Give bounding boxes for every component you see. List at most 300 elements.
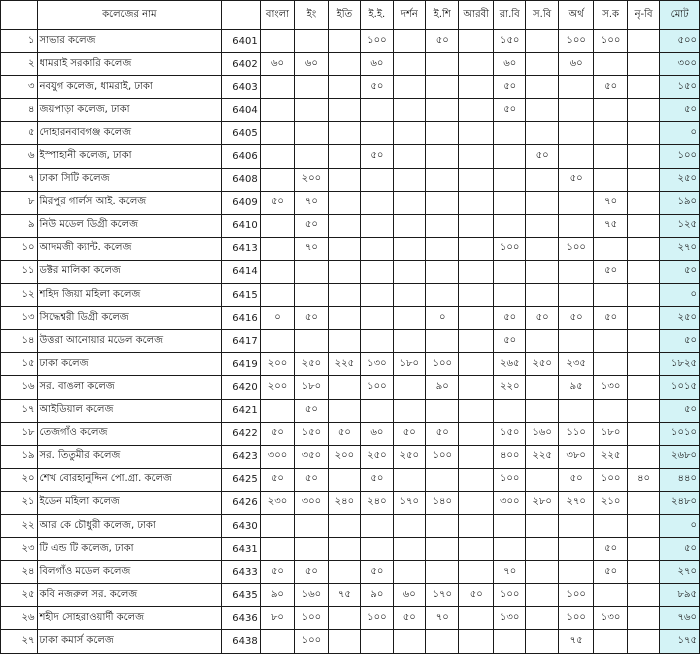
seat-value-cell[interactable] bbox=[426, 468, 459, 491]
seat-value-cell[interactable]: ৬০ bbox=[558, 53, 594, 76]
seat-value-cell[interactable]: ১০০ bbox=[295, 630, 328, 653]
seat-value-cell[interactable]: ৫০ bbox=[260, 191, 294, 214]
seat-value-cell[interactable] bbox=[459, 468, 493, 491]
seat-value-cell[interactable] bbox=[526, 214, 558, 237]
seat-value-cell[interactable]: ৫০ bbox=[526, 145, 558, 168]
seat-value-cell[interactable] bbox=[426, 145, 459, 168]
seat-value-cell[interactable] bbox=[260, 168, 294, 191]
seat-value-cell[interactable]: ১৮০ bbox=[594, 422, 627, 445]
seat-value-cell[interactable] bbox=[459, 353, 493, 376]
seat-value-cell[interactable] bbox=[493, 168, 525, 191]
college-name-cell[interactable]: টি এন্ড টি কলেজ, ঢাকা bbox=[37, 538, 222, 561]
seat-value-cell[interactable] bbox=[594, 237, 627, 260]
seat-value-cell[interactable] bbox=[459, 399, 493, 422]
serial-cell[interactable]: ৭ bbox=[1, 168, 38, 191]
seat-value-cell[interactable] bbox=[459, 122, 493, 145]
seat-value-cell[interactable] bbox=[426, 168, 459, 191]
seat-value-cell[interactable]: ১০০ bbox=[493, 584, 525, 607]
seat-value-cell[interactable] bbox=[295, 145, 328, 168]
serial-cell[interactable]: ৪ bbox=[1, 99, 38, 122]
seat-value-cell[interactable]: ৫০ bbox=[594, 307, 627, 330]
seat-value-cell[interactable] bbox=[459, 237, 493, 260]
seat-value-cell[interactable]: ১৫০ bbox=[493, 422, 525, 445]
seat-value-cell[interactable] bbox=[361, 122, 393, 145]
seat-value-cell[interactable] bbox=[594, 353, 627, 376]
college-name-cell[interactable]: নিউ মডেল ডিগ্রী কলেজ bbox=[37, 214, 222, 237]
college-name-cell[interactable]: শেখ বোরহানুদ্দিন পো.গ্রা. কলেজ bbox=[37, 468, 222, 491]
seat-value-cell[interactable]: ৫০ bbox=[361, 76, 393, 99]
seat-value-cell[interactable] bbox=[558, 284, 594, 307]
seat-value-cell[interactable]: ০ bbox=[426, 307, 459, 330]
seat-value-cell[interactable]: ৩৫০ bbox=[295, 445, 328, 468]
seat-value-cell[interactable]: ১৩০ bbox=[493, 607, 525, 630]
seat-value-cell[interactable] bbox=[526, 538, 558, 561]
seat-value-cell[interactable] bbox=[328, 191, 360, 214]
seat-value-cell[interactable]: ২৫০ bbox=[393, 445, 425, 468]
seat-value-cell[interactable]: ৫০ bbox=[393, 422, 425, 445]
seat-value-cell[interactable] bbox=[627, 422, 659, 445]
seat-value-cell[interactable] bbox=[260, 330, 294, 353]
seat-value-cell[interactable] bbox=[526, 191, 558, 214]
seat-value-cell[interactable] bbox=[526, 607, 558, 630]
seat-value-cell[interactable] bbox=[526, 468, 558, 491]
seat-value-cell[interactable] bbox=[295, 538, 328, 561]
seat-value-cell[interactable]: ৫০ bbox=[361, 468, 393, 491]
seat-value-cell[interactable] bbox=[260, 399, 294, 422]
seat-value-cell[interactable] bbox=[627, 330, 659, 353]
seat-value-cell[interactable]: ৭৫ bbox=[328, 584, 360, 607]
seat-value-cell[interactable]: ৫০ bbox=[594, 260, 627, 283]
seat-value-cell[interactable] bbox=[328, 561, 360, 584]
seat-value-cell[interactable]: ১০০ bbox=[558, 607, 594, 630]
seat-value-cell[interactable] bbox=[526, 53, 558, 76]
seat-value-cell[interactable] bbox=[328, 468, 360, 491]
total-cell[interactable]: ১৫০ bbox=[660, 76, 700, 99]
seat-value-cell[interactable] bbox=[393, 468, 425, 491]
seat-value-cell[interactable]: ৫০ bbox=[295, 307, 328, 330]
college-code-cell[interactable]: 6402 bbox=[222, 53, 261, 76]
seat-value-cell[interactable]: ৮০ bbox=[260, 607, 294, 630]
seat-value-cell[interactable] bbox=[594, 399, 627, 422]
serial-cell[interactable]: ১৫ bbox=[1, 353, 38, 376]
college-name-cell[interactable]: আর কে চৌধুরী কলেজ, ঢাকা bbox=[37, 514, 222, 537]
seat-value-cell[interactable] bbox=[459, 307, 493, 330]
seat-value-cell[interactable]: ১৭০ bbox=[426, 584, 459, 607]
seat-value-cell[interactable] bbox=[627, 376, 659, 399]
seat-value-cell[interactable] bbox=[260, 99, 294, 122]
college-code-cell[interactable]: 6410 bbox=[222, 214, 261, 237]
college-code-cell[interactable]: 6415 bbox=[222, 284, 261, 307]
seat-value-cell[interactable] bbox=[459, 330, 493, 353]
college-code-cell[interactable]: 6417 bbox=[222, 330, 261, 353]
seat-value-cell[interactable] bbox=[459, 514, 493, 537]
seat-value-cell[interactable] bbox=[328, 260, 360, 283]
seat-value-cell[interactable]: ৫০ bbox=[558, 468, 594, 491]
seat-value-cell[interactable]: ৫০ bbox=[459, 584, 493, 607]
total-cell[interactable]: ১০১০ bbox=[660, 422, 700, 445]
seat-value-cell[interactable]: ১৩০ bbox=[594, 376, 627, 399]
serial-cell[interactable]: ২২ bbox=[1, 514, 38, 537]
seat-value-cell[interactable] bbox=[459, 376, 493, 399]
seat-value-cell[interactable]: ১০০ bbox=[426, 445, 459, 468]
college-code-cell[interactable]: 6419 bbox=[222, 353, 261, 376]
seat-value-cell[interactable] bbox=[393, 330, 425, 353]
seat-value-cell[interactable]: ৬০ bbox=[361, 53, 393, 76]
seat-value-cell[interactable] bbox=[328, 237, 360, 260]
total-cell[interactable]: ১২৫ bbox=[660, 214, 700, 237]
seat-value-cell[interactable] bbox=[295, 122, 328, 145]
seat-value-cell[interactable] bbox=[260, 214, 294, 237]
seat-value-cell[interactable] bbox=[295, 99, 328, 122]
total-cell[interactable]: ২৭০ bbox=[660, 237, 700, 260]
seat-value-cell[interactable]: ১৩০ bbox=[361, 353, 393, 376]
seat-value-cell[interactable] bbox=[426, 399, 459, 422]
seat-value-cell[interactable]: ৫০ bbox=[426, 30, 459, 53]
seat-value-cell[interactable]: ৫০ bbox=[558, 168, 594, 191]
college-code-cell[interactable]: 6423 bbox=[222, 445, 261, 468]
seat-value-cell[interactable] bbox=[627, 491, 659, 514]
seat-value-cell[interactable] bbox=[361, 260, 393, 283]
seat-value-cell[interactable]: ১১০ bbox=[558, 422, 594, 445]
seat-value-cell[interactable] bbox=[526, 561, 558, 584]
seat-value-cell[interactable] bbox=[361, 99, 393, 122]
seat-value-cell[interactable] bbox=[328, 168, 360, 191]
seat-value-cell[interactable]: ৪০০ bbox=[493, 445, 525, 468]
seat-value-cell[interactable] bbox=[426, 284, 459, 307]
seat-value-cell[interactable] bbox=[328, 214, 360, 237]
seat-value-cell[interactable] bbox=[393, 514, 425, 537]
college-code-cell[interactable]: 6414 bbox=[222, 260, 261, 283]
seat-value-cell[interactable]: ২২০ bbox=[493, 376, 525, 399]
seat-value-cell[interactable] bbox=[627, 561, 659, 584]
seat-value-cell[interactable]: ৩০০ bbox=[295, 491, 328, 514]
seat-value-cell[interactable]: ২২৫ bbox=[328, 353, 360, 376]
seat-value-cell[interactable] bbox=[627, 237, 659, 260]
seat-value-cell[interactable] bbox=[260, 514, 294, 537]
seat-value-cell[interactable] bbox=[526, 284, 558, 307]
college-code-cell[interactable]: 6421 bbox=[222, 399, 261, 422]
serial-cell[interactable]: ১৬ bbox=[1, 376, 38, 399]
college-name-cell[interactable]: নবযুগ কলেজ, ধামরাই, ঢাকা bbox=[37, 76, 222, 99]
seat-value-cell[interactable] bbox=[393, 168, 425, 191]
seat-value-cell[interactable] bbox=[426, 76, 459, 99]
seat-value-cell[interactable] bbox=[526, 99, 558, 122]
seat-value-cell[interactable] bbox=[526, 399, 558, 422]
seat-value-cell[interactable] bbox=[426, 122, 459, 145]
college-name-cell[interactable]: আদমজী ক্যান্ট. কলেজ bbox=[37, 237, 222, 260]
seat-value-cell[interactable] bbox=[459, 561, 493, 584]
seat-value-cell[interactable]: ৫০ bbox=[260, 468, 294, 491]
seat-value-cell[interactable] bbox=[426, 260, 459, 283]
seat-value-cell[interactable] bbox=[558, 330, 594, 353]
college-code-cell[interactable]: 6416 bbox=[222, 307, 261, 330]
serial-cell[interactable]: ২৬ bbox=[1, 607, 38, 630]
seat-value-cell[interactable]: ১৬০ bbox=[295, 584, 328, 607]
seat-value-cell[interactable]: ৯৫ bbox=[558, 376, 594, 399]
serial-cell[interactable]: ১০ bbox=[1, 237, 38, 260]
seat-value-cell[interactable] bbox=[459, 422, 493, 445]
seat-value-cell[interactable]: ১০০ bbox=[558, 584, 594, 607]
seat-value-cell[interactable]: ১০০ bbox=[493, 237, 525, 260]
seat-value-cell[interactable] bbox=[361, 237, 393, 260]
seat-value-cell[interactable] bbox=[426, 514, 459, 537]
college-name-cell[interactable]: ঢাকা সিটি কলেজ bbox=[37, 168, 222, 191]
college-name-cell[interactable]: সর. তিতুমীর কলেজ bbox=[37, 445, 222, 468]
college-code-cell[interactable]: 6425 bbox=[222, 468, 261, 491]
seat-value-cell[interactable] bbox=[361, 330, 393, 353]
seat-value-cell[interactable]: ২০০ bbox=[260, 353, 294, 376]
seat-value-cell[interactable]: ৫০ bbox=[328, 422, 360, 445]
seat-value-cell[interactable] bbox=[558, 260, 594, 283]
seat-value-cell[interactable] bbox=[328, 145, 360, 168]
seat-value-cell[interactable] bbox=[558, 514, 594, 537]
seat-value-cell[interactable] bbox=[594, 514, 627, 537]
seat-value-cell[interactable] bbox=[627, 307, 659, 330]
seat-value-cell[interactable] bbox=[260, 538, 294, 561]
college-name-cell[interactable]: সর. বাঙলা কলেজ bbox=[37, 376, 222, 399]
college-code-cell[interactable]: 6404 bbox=[222, 99, 261, 122]
seat-value-cell[interactable]: ২৬৫ bbox=[493, 353, 525, 376]
seat-value-cell[interactable] bbox=[328, 99, 360, 122]
seat-value-cell[interactable]: ৫০ bbox=[526, 307, 558, 330]
seat-value-cell[interactable]: ২০০ bbox=[295, 168, 328, 191]
seat-value-cell[interactable]: ৭০ bbox=[493, 561, 525, 584]
seat-value-cell[interactable]: ১৭০ bbox=[393, 491, 425, 514]
college-code-cell[interactable]: 6426 bbox=[222, 491, 261, 514]
seat-value-cell[interactable] bbox=[627, 399, 659, 422]
seat-value-cell[interactable] bbox=[393, 376, 425, 399]
seat-value-cell[interactable] bbox=[594, 145, 627, 168]
total-cell[interactable]: ১০০ bbox=[660, 145, 700, 168]
college-code-cell[interactable]: 6413 bbox=[222, 237, 261, 260]
college-code-cell[interactable]: 6406 bbox=[222, 145, 261, 168]
college-code-cell[interactable]: 6401 bbox=[222, 30, 261, 53]
college-code-cell[interactable]: 6435 bbox=[222, 584, 261, 607]
seat-value-cell[interactable] bbox=[361, 214, 393, 237]
seat-value-cell[interactable] bbox=[594, 122, 627, 145]
total-cell[interactable]: ২৭০ bbox=[660, 561, 700, 584]
seat-value-cell[interactable] bbox=[558, 399, 594, 422]
seat-value-cell[interactable] bbox=[493, 145, 525, 168]
serial-cell[interactable]: ৩ bbox=[1, 76, 38, 99]
seat-value-cell[interactable] bbox=[627, 584, 659, 607]
seat-value-cell[interactable] bbox=[558, 191, 594, 214]
seat-value-cell[interactable] bbox=[627, 630, 659, 653]
seat-value-cell[interactable]: ৭০ bbox=[426, 607, 459, 630]
seat-value-cell[interactable] bbox=[526, 260, 558, 283]
college-name-cell[interactable]: ইস্পাহানী কলেজ, ঢাকা bbox=[37, 145, 222, 168]
seat-value-cell[interactable] bbox=[459, 214, 493, 237]
college-code-cell[interactable]: 6438 bbox=[222, 630, 261, 653]
seat-value-cell[interactable] bbox=[426, 561, 459, 584]
seat-value-cell[interactable] bbox=[361, 514, 393, 537]
seat-value-cell[interactable] bbox=[361, 630, 393, 653]
college-name-cell[interactable]: কবি নজরুল সর. কলেজ bbox=[37, 584, 222, 607]
seat-value-cell[interactable] bbox=[627, 260, 659, 283]
seat-value-cell[interactable]: ১০০ bbox=[295, 607, 328, 630]
seat-value-cell[interactable] bbox=[328, 607, 360, 630]
seat-value-cell[interactable]: ১০০ bbox=[493, 468, 525, 491]
seat-value-cell[interactable] bbox=[260, 122, 294, 145]
seat-value-cell[interactable] bbox=[459, 168, 493, 191]
seat-value-cell[interactable] bbox=[459, 53, 493, 76]
seat-value-cell[interactable] bbox=[295, 30, 328, 53]
seat-value-cell[interactable] bbox=[328, 122, 360, 145]
seat-value-cell[interactable] bbox=[459, 630, 493, 653]
seat-value-cell[interactable]: ৫০ bbox=[393, 607, 425, 630]
serial-cell[interactable]: ১৮ bbox=[1, 422, 38, 445]
seat-value-cell[interactable]: ৪০ bbox=[627, 468, 659, 491]
total-cell[interactable]: ৫০ bbox=[660, 399, 700, 422]
serial-cell[interactable]: ৬ bbox=[1, 145, 38, 168]
seat-value-cell[interactable]: ৬০ bbox=[295, 53, 328, 76]
total-cell[interactable]: ৫০ bbox=[660, 99, 700, 122]
seat-value-cell[interactable] bbox=[558, 214, 594, 237]
seat-value-cell[interactable]: ৫০ bbox=[493, 99, 525, 122]
seat-value-cell[interactable] bbox=[393, 53, 425, 76]
seat-value-cell[interactable] bbox=[328, 376, 360, 399]
seat-value-cell[interactable] bbox=[328, 76, 360, 99]
total-cell[interactable]: ৫০০ bbox=[660, 30, 700, 53]
college-name-cell[interactable]: ধামরাই সরকারি কলেজ bbox=[37, 53, 222, 76]
total-cell[interactable]: ২৬৮০ bbox=[660, 445, 700, 468]
seat-value-cell[interactable] bbox=[426, 191, 459, 214]
seat-value-cell[interactable] bbox=[526, 168, 558, 191]
college-name-cell[interactable]: শহীদ সোহরাওয়ার্দী কলেজ bbox=[37, 607, 222, 630]
seat-value-cell[interactable]: ৭০ bbox=[295, 237, 328, 260]
seat-value-cell[interactable]: ৬০ bbox=[361, 422, 393, 445]
seat-value-cell[interactable]: ৫০ bbox=[260, 422, 294, 445]
seat-value-cell[interactable]: ১৮০ bbox=[393, 353, 425, 376]
seat-value-cell[interactable] bbox=[328, 53, 360, 76]
seat-value-cell[interactable] bbox=[393, 307, 425, 330]
seat-value-cell[interactable] bbox=[393, 399, 425, 422]
total-cell[interactable]: ২৪৮০ bbox=[660, 491, 700, 514]
seat-value-cell[interactable] bbox=[393, 561, 425, 584]
seat-value-cell[interactable] bbox=[594, 53, 627, 76]
total-cell[interactable]: ০ bbox=[660, 514, 700, 537]
seat-value-cell[interactable] bbox=[526, 122, 558, 145]
college-name-cell[interactable]: উত্তরা আনোয়ার মডেল কলেজ bbox=[37, 330, 222, 353]
seat-value-cell[interactable]: ৩৮০ bbox=[558, 445, 594, 468]
seat-value-cell[interactable]: ৫০ bbox=[594, 561, 627, 584]
seat-value-cell[interactable]: ১০০ bbox=[558, 237, 594, 260]
college-code-cell[interactable]: 6408 bbox=[222, 168, 261, 191]
seat-value-cell[interactable] bbox=[493, 191, 525, 214]
seat-value-cell[interactable] bbox=[627, 538, 659, 561]
seat-value-cell[interactable] bbox=[328, 284, 360, 307]
serial-cell[interactable]: ২১ bbox=[1, 491, 38, 514]
seat-value-cell[interactable]: ৬০ bbox=[260, 53, 294, 76]
seat-value-cell[interactable]: ৯০ bbox=[361, 584, 393, 607]
seat-value-cell[interactable] bbox=[459, 491, 493, 514]
seat-value-cell[interactable] bbox=[426, 214, 459, 237]
seat-value-cell[interactable] bbox=[594, 330, 627, 353]
seat-value-cell[interactable] bbox=[393, 145, 425, 168]
seat-value-cell[interactable] bbox=[361, 284, 393, 307]
serial-cell[interactable]: ২০ bbox=[1, 468, 38, 491]
seat-value-cell[interactable] bbox=[393, 284, 425, 307]
seat-value-cell[interactable]: ৫০ bbox=[361, 145, 393, 168]
seat-value-cell[interactable]: ২৫০ bbox=[526, 353, 558, 376]
seat-value-cell[interactable] bbox=[260, 284, 294, 307]
seat-value-cell[interactable] bbox=[493, 284, 525, 307]
seat-value-cell[interactable] bbox=[459, 607, 493, 630]
seat-value-cell[interactable] bbox=[328, 399, 360, 422]
seat-value-cell[interactable]: ৫০ bbox=[295, 468, 328, 491]
total-cell[interactable]: ৪৪০ bbox=[660, 468, 700, 491]
seat-value-cell[interactable]: ২৫০ bbox=[361, 445, 393, 468]
seat-value-cell[interactable]: ৫০ bbox=[295, 214, 328, 237]
college-code-cell[interactable]: 6420 bbox=[222, 376, 261, 399]
seat-value-cell[interactable]: ৫০ bbox=[260, 561, 294, 584]
seat-value-cell[interactable]: ৫০ bbox=[594, 538, 627, 561]
seat-value-cell[interactable] bbox=[393, 260, 425, 283]
seat-value-cell[interactable] bbox=[594, 630, 627, 653]
seat-value-cell[interactable] bbox=[393, 538, 425, 561]
seat-value-cell[interactable]: ৯০ bbox=[260, 584, 294, 607]
serial-cell[interactable]: ২৫ bbox=[1, 584, 38, 607]
seat-value-cell[interactable] bbox=[260, 76, 294, 99]
seat-value-cell[interactable]: ১০০ bbox=[594, 30, 627, 53]
seat-value-cell[interactable] bbox=[493, 214, 525, 237]
seat-value-cell[interactable] bbox=[493, 514, 525, 537]
seat-value-cell[interactable]: ১০০ bbox=[558, 30, 594, 53]
seat-value-cell[interactable] bbox=[393, 237, 425, 260]
seat-value-cell[interactable] bbox=[393, 122, 425, 145]
seat-value-cell[interactable] bbox=[627, 30, 659, 53]
seat-value-cell[interactable] bbox=[295, 284, 328, 307]
seat-value-cell[interactable]: ১৩০ bbox=[594, 607, 627, 630]
college-code-cell[interactable]: 6405 bbox=[222, 122, 261, 145]
seat-value-cell[interactable] bbox=[426, 330, 459, 353]
serial-cell[interactable]: ১৩ bbox=[1, 307, 38, 330]
seat-value-cell[interactable]: ৫০ bbox=[493, 76, 525, 99]
serial-cell[interactable]: ১২ bbox=[1, 284, 38, 307]
seat-value-cell[interactable] bbox=[627, 122, 659, 145]
seat-value-cell[interactable] bbox=[393, 630, 425, 653]
college-name-cell[interactable]: মিরপুর গার্লস আই. কলেজ bbox=[37, 191, 222, 214]
seat-value-cell[interactable] bbox=[295, 76, 328, 99]
seat-value-cell[interactable]: ১০০ bbox=[361, 30, 393, 53]
seat-value-cell[interactable] bbox=[526, 584, 558, 607]
seat-value-cell[interactable]: ২৮০ bbox=[526, 491, 558, 514]
seat-value-cell[interactable] bbox=[459, 76, 493, 99]
seat-value-cell[interactable] bbox=[594, 284, 627, 307]
college-name-cell[interactable]: তেজগাঁও কলেজ bbox=[37, 422, 222, 445]
total-cell[interactable]: ১৭৫ bbox=[660, 630, 700, 653]
seat-value-cell[interactable] bbox=[459, 260, 493, 283]
seat-value-cell[interactable] bbox=[493, 538, 525, 561]
seat-value-cell[interactable]: ৭৫ bbox=[594, 214, 627, 237]
seat-value-cell[interactable] bbox=[627, 168, 659, 191]
college-name-cell[interactable]: আইডিয়াল কলেজ bbox=[37, 399, 222, 422]
seat-value-cell[interactable]: ৫০ bbox=[493, 330, 525, 353]
serial-cell[interactable]: ১ bbox=[1, 30, 38, 53]
seat-value-cell[interactable] bbox=[328, 30, 360, 53]
seat-value-cell[interactable] bbox=[328, 538, 360, 561]
seat-value-cell[interactable]: ৭০ bbox=[594, 191, 627, 214]
seat-value-cell[interactable] bbox=[627, 53, 659, 76]
seat-value-cell[interactable] bbox=[558, 76, 594, 99]
seat-value-cell[interactable] bbox=[393, 99, 425, 122]
seat-value-cell[interactable]: ৫০ bbox=[361, 561, 393, 584]
college-name-cell[interactable]: ইডেন মহিলা কলেজ bbox=[37, 491, 222, 514]
college-code-cell[interactable]: 6409 bbox=[222, 191, 261, 214]
total-cell[interactable]: ১৯০ bbox=[660, 191, 700, 214]
seat-value-cell[interactable] bbox=[594, 168, 627, 191]
seat-value-cell[interactable]: ১০০ bbox=[594, 468, 627, 491]
